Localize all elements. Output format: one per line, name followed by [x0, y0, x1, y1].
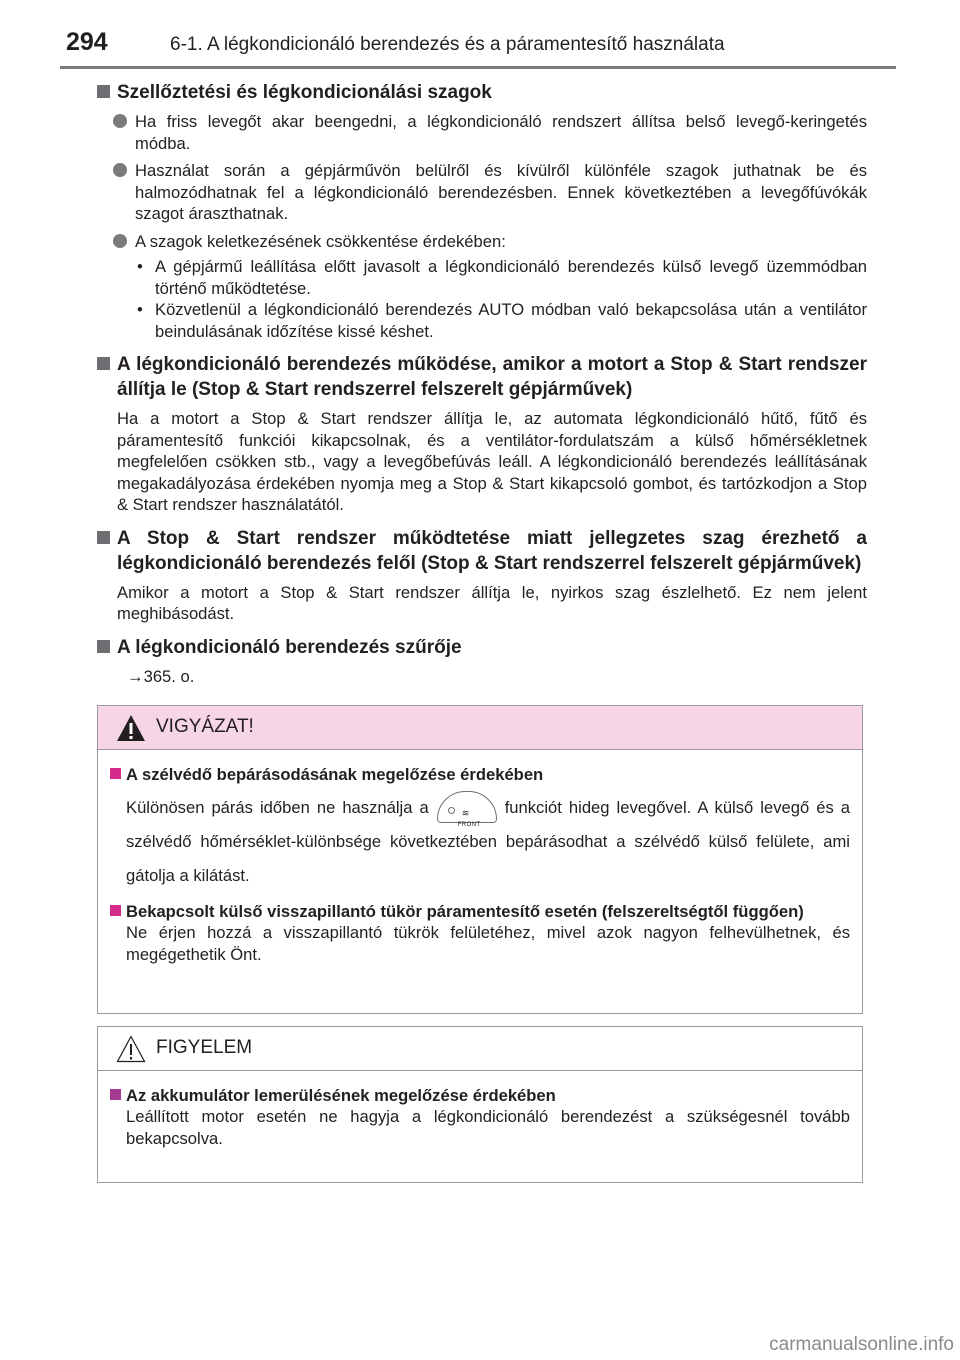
notice-title: FIGYELEM [156, 1037, 253, 1058]
heading-square-icon [110, 905, 121, 916]
sub-list-item: • A gépjármű leállítása előtt javasolt a légkondicionáló berendezés külső levegő üzemmódban történő működtetése. [137, 257, 867, 298]
warning-item-text: Ne érjen hozzá a visszapillantó tükrök felületéhez, mivel azok nagyon felhevülhetnek, és megégethetik Önt. [126, 923, 850, 964]
list-item: Használat során a gépjárművön belülről és kívülről különféle szagok juthatnak be és halmozódhatnak fel a légkondicionáló berendezésben. Ennek következtében a levegőfúvókák szagot áraszthatnak. [97, 160, 867, 225]
bullet-dot-icon [113, 163, 127, 177]
paragraph: Ha a motort a Stop & Start rendszer állítja le, az automata légkondicionáló hűtő, fűtő és páramentesítő funkciói kikapcsolnak, és a ventilátor-fordulatszám a külső hőmérsékletnek megfelelően csökken stb., vagy a levegőbefúvás leáll. A légkondicionáló berendezés leállításának megakadályozása érdekében nyomja meg a Stop & Start kikapcsoló gombot, és tartózkodjon a Stop & Start rendszer használatától. [117, 409, 867, 514]
section-heading-stop-start-smell [97, 526, 867, 576]
sub-bullet-icon: • [137, 300, 143, 319]
front-defogger-button-icon: ≋ FRONT [437, 791, 497, 823]
bullet-dot-icon [113, 234, 127, 248]
list-item: Ha friss levegőt akar beengedni, a légkondicionáló rendszert állítsa belső levegő-keringetés módba. [97, 111, 867, 154]
header-divider [60, 66, 896, 69]
windshield-defog-icon: ≋ [461, 807, 470, 818]
list-item: A szagok keletkezésének csökkentése érdekében: [97, 231, 867, 253]
warning-box-header [98, 706, 862, 750]
section-title: A légkondicionáló berendezés szűrője [117, 636, 462, 658]
indicator-light-icon [448, 807, 455, 814]
section-heading-odors [97, 80, 867, 105]
section-title: Szellőztetési és légkondicionálási szagok [117, 82, 492, 103]
notice-box-header [98, 1027, 862, 1071]
heading-square-icon [97, 85, 110, 98]
section-heading-stop-start-operation [97, 352, 867, 402]
watermark: carmanualsonline.info [769, 1334, 954, 1355]
page-header-title: 6-1. A légkondicionáló berendezés és a páramentesítő használata [170, 34, 725, 55]
warning-box [97, 705, 863, 1014]
notice-triangle-icon [116, 1035, 146, 1063]
sub-bullet-icon: • [137, 257, 143, 276]
sub-list-item: • Közvetlenül a légkondicionáló berendezés AUTO módban való bekapcsolása után a ventilátor beindulásának időzítése kissé késhet. [137, 300, 867, 341]
page-number: 294 [66, 28, 108, 56]
notice-box-body [98, 1071, 862, 1149]
heading-square-icon [97, 531, 110, 544]
warning-item-heading: A szélvédő bepárásodásának megelőzése érdekében [110, 764, 850, 785]
section-title: A légkondicionáló berendezés működése, amikor a motort a Stop & Start rendszer állítja le (Stop & Start rendszerrel felszerelt gépjárművek) [117, 354, 867, 400]
warning-box-body [98, 750, 862, 965]
heading-square-icon [110, 768, 121, 779]
heading-square-icon [97, 357, 110, 370]
heading-square-icon [110, 1089, 121, 1100]
bullet-dot-icon [113, 114, 127, 128]
warning-triangle-icon [116, 714, 146, 742]
warning-item-heading: Bekapcsolt külső visszapillantó tükör páramentesítő esetén (felszereltségtől függően) [110, 901, 850, 922]
section-heading-filter [97, 635, 867, 660]
warning-title: VIGYÁZAT! [156, 716, 254, 737]
warning-item-text: Különösen párás időben ne használja a ≋ FRONT funkciót hideg levegővel. A külső levegő és a szélvédő hőmérséklet-különbsége következtében bepárásodhat a szélvédő külső felülete, ami gátolja a kilátást. [110, 791, 850, 893]
main-content [97, 80, 867, 697]
notice-item-heading: Az akkumulátor lemerülésének megelőzése érdekében [110, 1085, 850, 1106]
heading-square-icon [97, 640, 110, 653]
section-title: A Stop & Start rendszer működtetése miatt jellegzetes szag érezhető a légkondicionáló berendezés felől (Stop & Start rendszerrel felszerelt gépjárművek) [117, 527, 867, 574]
page-reference-link[interactable]: →365. o. [127, 666, 195, 686]
notice-box [97, 1026, 863, 1183]
notice-item-text: Leállított motor esetén ne hagyja a légkondicionáló berendezést a szükségesnél tovább bekapcsolva. [126, 1107, 850, 1148]
paragraph: Amikor a motort a Stop & Start rendszer állítja le, nyirkos szag észlelhető. Ez nem jelent meghibásodást. [117, 582, 867, 623]
